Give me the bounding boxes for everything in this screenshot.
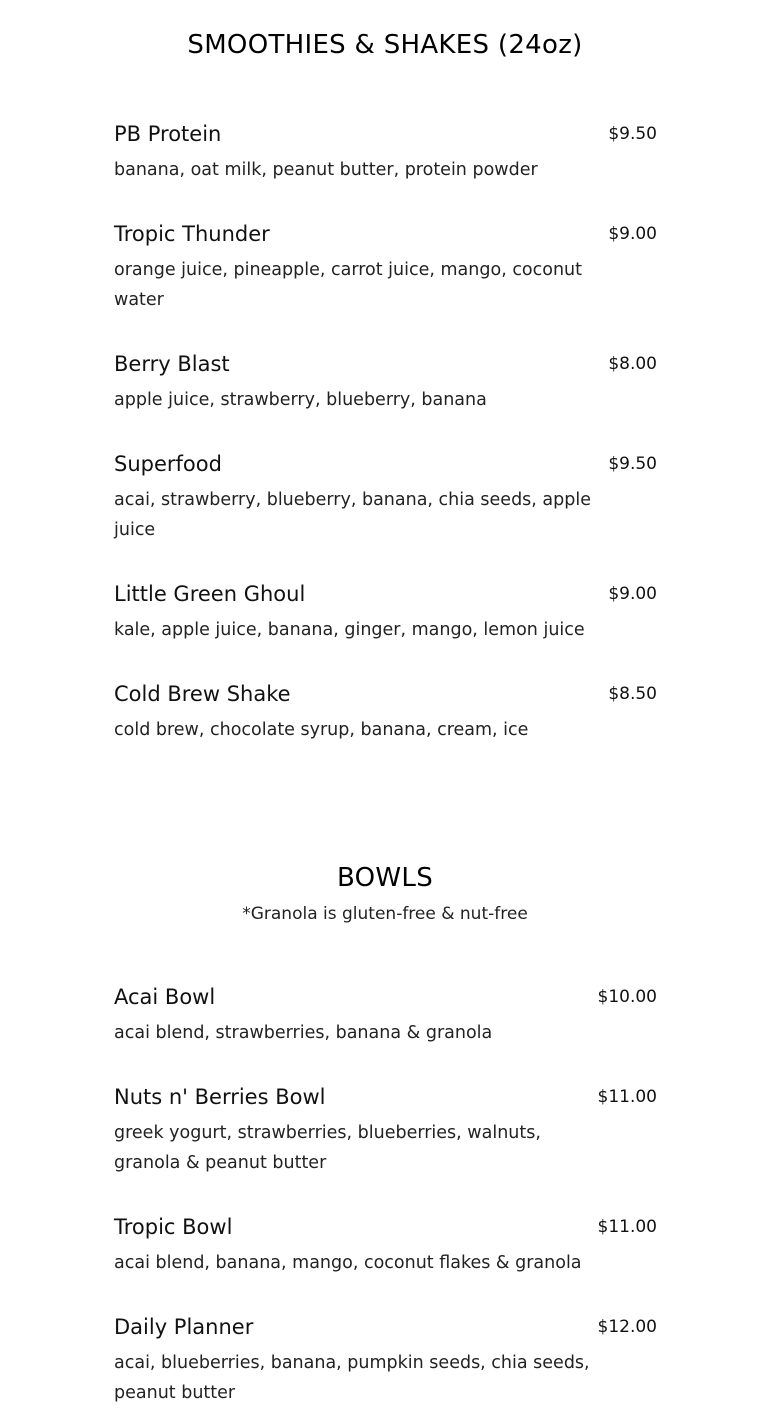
item-price: $11.00 [597, 1217, 657, 1237]
item-name: Berry Blast [114, 352, 230, 376]
item-name: PB Protein [114, 122, 222, 146]
item-description: orange juice, pineapple, carrot juice, mango, coconut water [114, 260, 583, 310]
item-name: Daily Planner [114, 1315, 254, 1339]
item-name: Nuts n' Berries Bowl [114, 1085, 326, 1109]
section-title-bowls: BOWLS [336, 863, 434, 893]
item-name: Acai Bowl [114, 985, 216, 1009]
item-price: $10.00 [597, 987, 657, 1007]
item-name: Tropic Bowl [114, 1215, 233, 1239]
section-title-smoothies: SMOOTHIES & SHAKES (24oz) [187, 30, 583, 60]
item-description: banana, oat milk, peanut butter, protein powder [114, 160, 538, 180]
item-name: Superfood [114, 452, 222, 476]
item-description: apple juice, strawberry, blueberry, banana [114, 390, 487, 410]
item-name: Tropic Thunder [114, 222, 270, 246]
item-description: acai blend, strawberries, banana & granola [114, 1023, 493, 1043]
item-price: $11.00 [597, 1087, 657, 1107]
item-price: $12.00 [597, 1317, 657, 1337]
item-price: $9.00 [608, 584, 657, 604]
item-name: Little Green Ghoul [114, 582, 306, 606]
item-description: kale, apple juice, banana, ginger, mango, lemon juice [114, 620, 585, 640]
item-name: Cold Brew Shake [114, 682, 291, 706]
item-price: $9.50 [608, 124, 657, 144]
section-note: *Granola is gluten-free & nut-free [242, 904, 528, 924]
item-price: $9.50 [608, 454, 657, 474]
item-description: acai blend, banana, mango, coconut flakes & granola [114, 1253, 582, 1273]
item-description: acai, blueberries, banana, pumpkin seeds, chia seeds, peanut butter [114, 1353, 590, 1403]
item-price: $8.00 [608, 354, 657, 374]
item-description: cold brew, chocolate syrup, banana, cream, ice [114, 720, 529, 740]
item-price: $9.00 [608, 224, 657, 244]
item-description: greek yogurt, strawberries, blueberries, walnuts, granola & peanut butter [114, 1123, 541, 1173]
item-description: acai, strawberry, blueberry, banana, chia seeds, apple juice [114, 490, 591, 540]
item-price: $8.50 [608, 684, 657, 704]
